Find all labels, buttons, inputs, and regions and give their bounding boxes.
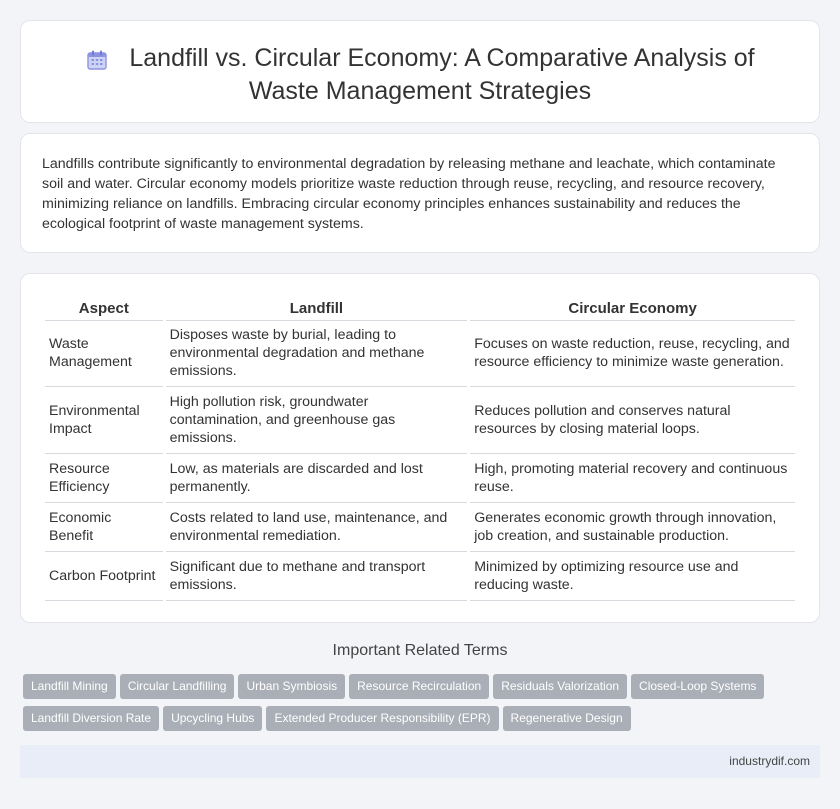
comparison-table: [42, 296, 798, 601]
table-row: [45, 503, 795, 552]
tag-resource-recirculation[interactable]: Resource Recirculation: [349, 674, 489, 699]
tag-closed-loop-systems[interactable]: Closed-Loop Systems: [631, 674, 764, 699]
intro-paragraph: Landfills contribute significantly to environmental degradation by releasing methane and leachate, which contaminate soil and water. Circular economy models prioritize waste reduction through reuse, recycling, and resource recovery, minimizing reliance on landfills. Embracing circular economy principles enhances sustainability and reduces the ecological footprint of waste management systems.: [42, 156, 776, 232]
row-landfill: Low, as materials are discarded and lost permanently.: [166, 454, 468, 503]
header-aspect: Aspect: [45, 296, 163, 321]
row-aspect: Economic Benefit: [45, 503, 163, 552]
intro-card: [20, 133, 820, 253]
tag-extended-producer-responsibility[interactable]: Extended Producer Responsibility (EPR): [266, 706, 498, 731]
row-circular: Focuses on waste reduction, reuse, recycling, and resource efficiency to minimize waste generation.: [470, 321, 795, 387]
tag-circular-landfilling[interactable]: Circular Landfilling: [120, 674, 235, 699]
row-aspect: Resource Efficiency: [45, 454, 163, 503]
tag-landfill-diversion-rate[interactable]: Landfill Diversion Rate: [23, 706, 159, 731]
row-aspect: Carbon Footprint: [45, 552, 163, 601]
row-landfill: High pollution risk, groundwater contamination, and greenhouse gas emissions.: [166, 387, 468, 454]
row-aspect: Waste Management: [45, 321, 163, 387]
tag-landfill-mining[interactable]: Landfill Mining: [23, 674, 116, 699]
tag-urban-symbiosis[interactable]: Urban Symbiosis: [238, 674, 345, 699]
header-circular-economy: Circular Economy: [470, 296, 795, 321]
table-header-row: [45, 296, 795, 321]
footer: [20, 745, 820, 778]
table-row: [45, 387, 795, 454]
tag-regenerative-design[interactable]: Regenerative Design: [503, 706, 631, 731]
title-card: [20, 20, 820, 123]
related-terms-tags: [23, 674, 813, 738]
table-row: [45, 454, 795, 503]
row-landfill: Disposes waste by burial, leading to environmental degradation and methane emissions.: [166, 321, 468, 387]
comparison-table-card: [20, 273, 820, 623]
tag-residuals-valorization[interactable]: Residuals Valorization: [493, 674, 627, 699]
row-circular: High, promoting material recovery and continuous reuse.: [470, 454, 795, 503]
row-circular: Minimized by optimizing resource use and reducing waste.: [470, 552, 795, 601]
row-aspect: Environmental Impact: [45, 387, 163, 454]
row-circular: Generates economic growth through innovation, job creation, and sustainable production.: [470, 503, 795, 552]
row-landfill: Costs related to land use, maintenance, and environmental remediation.: [166, 503, 468, 552]
table-row: [45, 552, 795, 601]
table-row: [45, 321, 795, 387]
row-landfill: Significant due to methane and transport emissions.: [166, 552, 468, 601]
header-landfill: Landfill: [166, 296, 468, 321]
page-title: Landfill vs. Circular Economy: A Comparative Analysis of Waste Management Strategies: [129, 44, 755, 105]
title-wrap: [61, 44, 779, 106]
row-circular: Reduces pollution and conserves natural resources by closing material loops.: [470, 387, 795, 454]
tag-upcycling-hubs[interactable]: Upcycling Hubs: [163, 706, 262, 731]
calendar-icon: [85, 48, 109, 77]
related-terms-title: Important Related Terms: [332, 642, 508, 659]
footer-site-link[interactable]: industrydif.com: [729, 754, 810, 768]
